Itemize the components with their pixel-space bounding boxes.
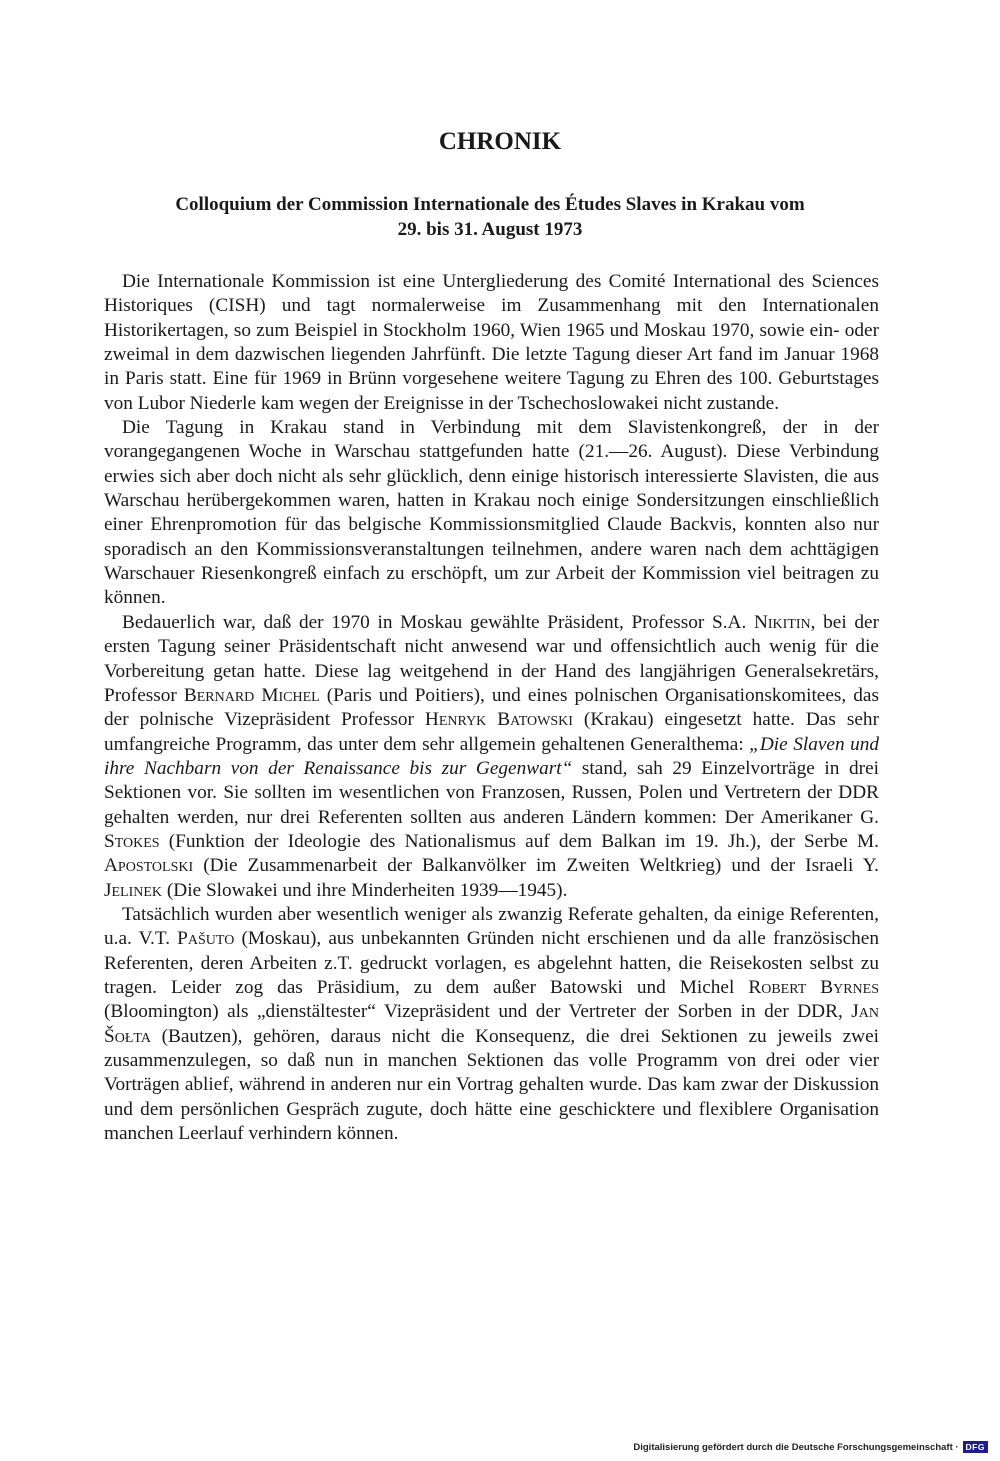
person-name: Bernard Michel (183, 684, 320, 706)
text-run: (Die Slowakei und ihre Minderheiten 1939—1945). (162, 879, 568, 901)
conference-theme: „Die Slaven und ihre Nachbarn von der Renaissance bis zur Gegenwart“ (104, 733, 879, 779)
person-name: Jelinek (104, 879, 163, 901)
article-body (104, 270, 879, 1146)
person-name: Robert Byrnes (748, 976, 879, 998)
digitization-credit (633, 1441, 988, 1453)
text-run: (Die Zusammenarbeit der Balkanvölker im Zweiten Weltkrieg) und der Israeli Y. (193, 855, 879, 877)
person-name: Nikitin (753, 611, 811, 633)
person-name: Jan Šołta (104, 1001, 879, 1047)
text-run: (Funktion der Ideologie des Nationalismus auf dem Balkan im 19. Jh.), der Serbe M. (159, 830, 879, 852)
text-run: , bei der ersten Tagung seiner Präsidentschaft nicht anwesend war und offensichtlich auch wenig für die Vorbereitung getan hatte. Diese lag weitgehend in der Hand des langjährigen Generalsekretärs, Professor (104, 611, 880, 706)
paragraph-3 (104, 611, 879, 903)
text-run: stand, sah 29 Einzelvorträge in drei Sektionen vor. Sie sollten im wesentlichen von Franzosen, Russen, Polen und Vertretern der DDR gehalten werden, nur drei Referenten sollten aus anderen Ländern kommen: Der Amerikaner G. (104, 757, 879, 828)
text-run: (Moskau), aus unbekannten Gründen nicht erschienen und da alle französischen Referenten, deren Arbeiten z.T. gedruckt vorlagen, es abgelehnt hatten, die Reisekosten selbst zu tragen. Leider zog das Präsidium, zu dem außer Batowski und Michel (104, 928, 879, 998)
person-name: Henryk Batowski (424, 709, 573, 731)
heading-line-2: 29. bis 31. August 1973 (397, 219, 583, 240)
text-run: Bedauerlich war, daß der 1970 in Moskau gewählte Präsident, Professor S.A. (122, 611, 754, 633)
person-name: Stokes (104, 830, 160, 852)
text-run: (Bloomington) als „dienstältester“ Vizepräsident und der Vertreter der Sorben in der DDR, (104, 1001, 852, 1023)
heading-line-1: Colloquium der Commission Internationale des Études Slaves in Krakau vom (175, 194, 805, 215)
paragraph-2: Die Tagung in Krakau stand in Verbindung mit dem Slavistenkongreß, der in der vorangegangenen Woche in Warschau stattgefunden hatte (21.—26. August). Diese Verbindung erwies sich aber doch nicht als sehr glücklich, denn einige historisch interessierte Slavisten, die aus Warschau herübergekommen waren, hatten in Krakau noch einige Sondersitzungen einschließlich einer Ehrenpromotion für das belgische Kommissionsmitglied Claude Backvis, konnten also nur sporadisch an den Kommissionsveranstaltungen teilnehmen, andere waren nach dem achttägigen Warschauer Riesenkongreß einfach zu erschöpft, um zur Arbeit der Kommission viel beitragen zu können. (104, 417, 879, 609)
text-run: (Paris und Poitiers), und eines polnischen Organisationskomitees, das der polnische Vizepräsident Professor (104, 684, 879, 731)
text-run: (Bautzen), gehören, daraus nicht die Konsequenz, die drei Sektionen zu jeweils zwei zusammenzulegen, so daß nun in manchen Sektionen das volle Programm von drei oder vier Vorträgen ablief, während in anderen nur ein Vortrag gehalten wurde. Das kam zwar der Diskussion und dem persönlichen Gespräch zugute, doch hätte eine geschicktere und flexiblere Organisation manchen Leerlauf verhindern können. (104, 1025, 879, 1145)
page-title: CHRONIK (438, 128, 562, 155)
article-heading (98, 192, 882, 242)
text-run: Tatsächlich wurden aber wesentlich weniger als zwanzig Referate gehalten, da einige Referenten, u.a. V.T. (104, 903, 879, 950)
dfg-logo-icon: DFG (963, 1441, 988, 1453)
person-name: Apostolski (104, 855, 194, 877)
text-run: (Krakau) eingesetzt hatte. Das sehr umfangreiche Programm, das unter dem sehr allgemein gehaltenen Generalthema: (104, 709, 879, 755)
paragraph-4 (104, 903, 879, 1146)
paragraph-1: Die Internationale Kommission ist eine Untergliederung des Comité International des Sciences Historiques (CISH) und tagt normalerweise im Zusammenhang mit den Internationalen Historikertagen, so zum Beispiel in Stockholm 1960, Wien 1965 und Moskau 1970, sowie ein- oder zweimal in dem dazwischen liegenden Jahrfünft. Die letzte Tagung dieser Art fand im Januar 1968 in Paris statt. Eine für 1969 in Brünn vorgesehene weitere Tagung zu Ehren des 100. Geburtstages von Lubor Niederle kam wegen der Ereignisse in der Tschechoslowakei nicht zustande. (104, 271, 879, 414)
person-name: Pašuto (177, 928, 235, 950)
credit-text: Digitalisierung gefördert durch die Deutsche Forschungsgemeinschaft · (633, 1441, 959, 1453)
